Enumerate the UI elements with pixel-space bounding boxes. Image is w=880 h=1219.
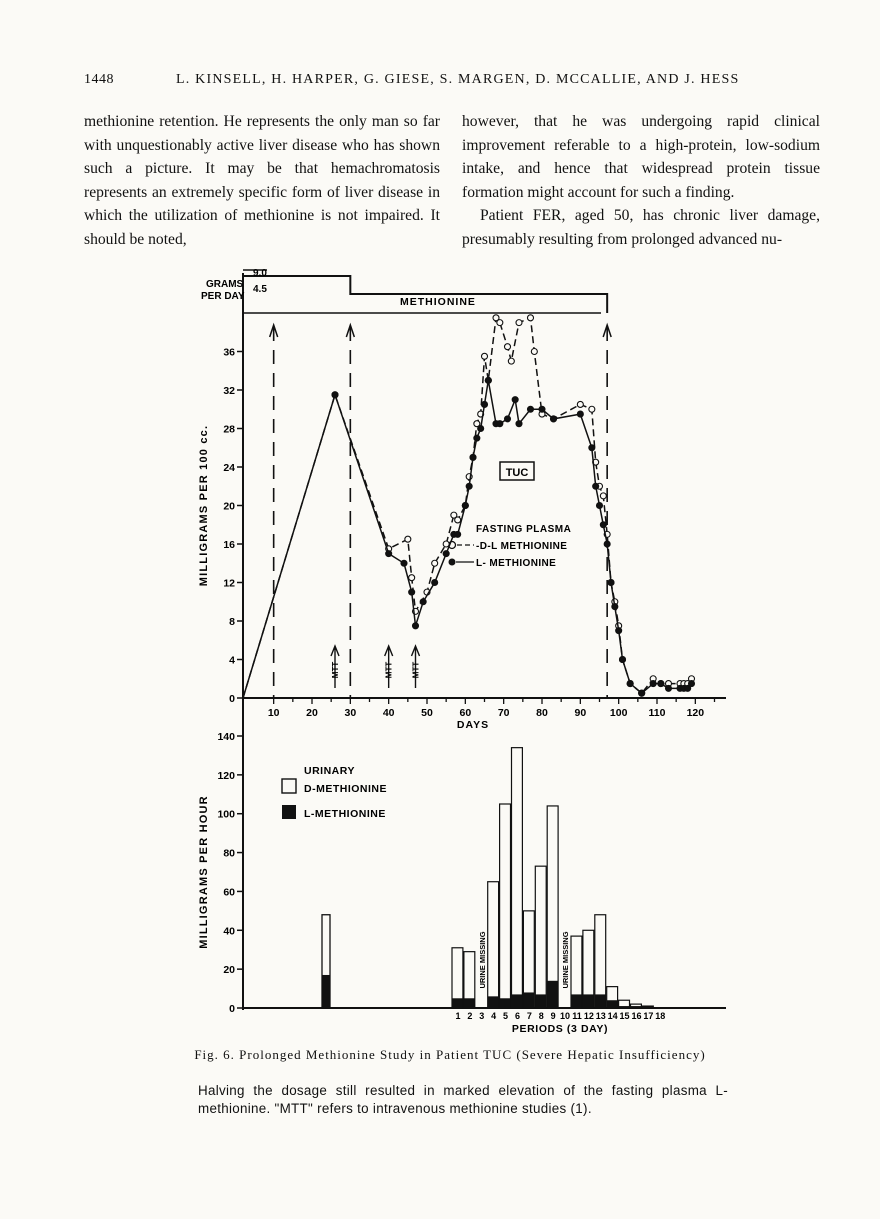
data-point-dl — [432, 560, 438, 566]
bar-d-methionine — [500, 804, 511, 1008]
data-point-l — [539, 406, 545, 412]
data-point-l — [528, 406, 534, 412]
data-point-l — [443, 551, 449, 557]
x-axis-title: DAYS — [456, 719, 490, 731]
data-point-l — [639, 690, 645, 696]
dose-tick-label: 9.0 — [253, 268, 267, 279]
x-tick-label: 120 — [686, 707, 705, 719]
period-label: 1 — [455, 1011, 461, 1021]
data-point-l — [455, 531, 461, 537]
bar-l-methionine — [464, 998, 475, 1008]
data-point-l — [551, 416, 557, 422]
data-point-dl — [600, 493, 606, 499]
data-point-dl — [443, 541, 449, 547]
period-label: 11 — [572, 1011, 582, 1021]
author-line: L. KINSELL, H. HARPER, G. GIESE, S. MARGEN, D. MCCALLIE, AND J. HESS — [176, 72, 740, 87]
data-point-dl — [405, 536, 411, 542]
bar-y-tick-label: 0 — [229, 1003, 235, 1015]
bar-x-axis-title: PERIODS (3 DAY) — [511, 1023, 609, 1035]
x-tick-label: 90 — [574, 707, 587, 719]
data-point-dl — [577, 401, 583, 407]
period-label: 3 — [479, 1011, 485, 1021]
period-label: 17 — [643, 1011, 654, 1021]
urine-missing-label: URINE MISSING — [477, 931, 487, 989]
bar-legend-swatch-filled — [282, 805, 296, 819]
bar-l-methionine — [488, 996, 499, 1008]
mtt-label: MTT — [384, 661, 394, 679]
data-point-l — [413, 623, 419, 629]
x-tick-label: 70 — [497, 707, 510, 719]
data-point-l — [512, 397, 518, 403]
data-point-l — [482, 401, 488, 407]
data-point-l — [466, 483, 472, 489]
bar-d-methionine — [547, 806, 558, 1008]
data-point-dl — [455, 517, 461, 523]
data-point-l — [666, 685, 672, 691]
data-point-dl — [589, 406, 595, 412]
bar-d-methionine — [535, 866, 546, 1008]
data-point-l — [462, 503, 468, 509]
y-tick-label: 32 — [223, 385, 235, 397]
data-point-dl — [531, 349, 537, 355]
data-point-l — [612, 604, 618, 610]
dose-axis-label: GRAMS — [206, 279, 244, 290]
x-tick-label: 60 — [459, 707, 472, 719]
page-number: 1448 — [84, 72, 114, 87]
bar-legend-label: L-METHIONINE — [304, 808, 386, 820]
bar-l-methionine — [583, 994, 594, 1008]
y-tick-label: 12 — [223, 577, 235, 590]
figure-caption-body: Halving the dosage still resulted in marked elevation of the fasting plasma L-methionine. "MTT" refers to intravenous methionine studies (1). — [198, 1083, 728, 1116]
x-tick-label: 110 — [648, 707, 666, 719]
y-tick-label: 28 — [223, 423, 235, 436]
data-point-dl — [528, 315, 534, 321]
data-point-l — [409, 589, 415, 595]
bar-d-methionine — [595, 915, 606, 1008]
paragraph: methionine retention. He represents the only man so far with unquestionably active liver disease who has shown such a picture. It may be that hemachromatosis represents an extremely specific form of liver disease in which the utilization of methionine is not impaired. It should be noted, — [84, 113, 440, 248]
dose-axis-label: PER DAY — [201, 291, 245, 302]
data-point-l — [616, 628, 622, 634]
data-point-l — [505, 416, 511, 422]
bar-l-methionine — [452, 998, 463, 1008]
bar-legend-title: URINARY — [304, 765, 355, 777]
y-axis-title: MILLIGRAMS PER 100 cc. — [198, 424, 210, 587]
period-label: 5 — [503, 1011, 509, 1021]
paragraph: however, that he was undergoing rapid clinical improvement referable to a high-protein, low-sodium intake, and hence that widespread protein tissue formation might account for such a finding. — [462, 113, 820, 201]
bar-y-axis-title: MILLIGRAMS PER HOUR — [198, 795, 210, 949]
data-point-l — [620, 657, 626, 663]
x-tick-label: 40 — [382, 707, 395, 719]
dose-bar-label: METHIONINE — [400, 296, 476, 308]
bar-legend-label: D-METHIONINE — [304, 783, 387, 795]
bar-l-methionine — [535, 994, 546, 1008]
data-point-l — [432, 580, 438, 586]
data-point-dl — [482, 353, 488, 359]
data-point-l — [608, 580, 614, 586]
data-point-l — [474, 435, 480, 441]
period-label: 7 — [526, 1011, 532, 1021]
period-label: 9 — [550, 1011, 556, 1021]
legend-label: L- METHIONINE — [476, 558, 557, 569]
mtt-label: MTT — [331, 661, 340, 679]
bar-l-methionine — [512, 994, 523, 1008]
data-point-l — [627, 681, 633, 687]
data-point-dl — [409, 575, 415, 581]
x-tick-label: 10 — [267, 707, 280, 719]
bar-l-methionine — [595, 994, 606, 1008]
period-label: 6 — [514, 1011, 520, 1021]
data-point-dl — [505, 344, 511, 350]
legend-label: -D-L METHIONINE — [476, 541, 568, 552]
paragraph: Patient FER, aged 50, has chronic liver damage, presumably resulting from prolonged advanced nu- — [462, 207, 820, 248]
bar-y-tick-label: 100 — [217, 808, 235, 821]
y-tick-label: 0 — [229, 693, 235, 705]
y-tick-label: 4 — [229, 654, 235, 667]
period-label: 10 — [560, 1011, 571, 1021]
bar-l-methionine — [547, 981, 558, 1008]
mtt-label: MTT — [411, 661, 421, 679]
bar-y-tick-label: 40 — [223, 925, 235, 938]
data-point-l — [485, 377, 491, 383]
data-point-l — [420, 599, 426, 605]
period-label: 16 — [631, 1011, 642, 1021]
data-point-l — [658, 681, 664, 687]
bar-l-methionine — [642, 1006, 653, 1008]
data-point-l — [589, 445, 595, 451]
data-point-dl — [508, 358, 514, 364]
data-point-l — [593, 483, 599, 489]
x-tick-label: 100 — [609, 707, 628, 719]
data-point-l — [478, 426, 484, 432]
period-label: 15 — [619, 1011, 630, 1021]
bar-d-methionine — [512, 748, 523, 1008]
period-label: 4 — [491, 1011, 497, 1021]
data-point-l — [497, 421, 503, 427]
x-tick-label: 80 — [536, 707, 548, 719]
bar-y-tick-label: 80 — [223, 847, 235, 860]
y-tick-label: 20 — [223, 500, 235, 513]
series-line-l — [243, 380, 692, 698]
period-label: 12 — [583, 1011, 594, 1021]
period-label: 14 — [607, 1011, 618, 1021]
bar-d-methionine — [488, 882, 499, 1008]
data-point-l — [386, 551, 392, 557]
x-tick-label: 50 — [421, 707, 433, 719]
dose-tick-label: 4.5 — [253, 284, 267, 295]
period-label: 8 — [538, 1011, 544, 1021]
data-point-l — [401, 560, 407, 566]
y-tick-label: 36 — [223, 346, 235, 359]
data-point-dl — [497, 320, 503, 326]
data-point-l — [597, 503, 603, 509]
data-point-l — [650, 681, 656, 687]
data-point-l — [577, 411, 583, 417]
bar-l-methionine — [619, 1006, 630, 1008]
y-tick-label: 8 — [229, 616, 235, 628]
data-point-l — [689, 681, 695, 687]
period-label: 2 — [467, 1011, 473, 1021]
bar-l-methionine — [523, 992, 534, 1008]
data-point-l — [332, 392, 338, 398]
bar-legend-swatch-open — [282, 779, 296, 793]
x-tick-label: 20 — [306, 707, 318, 719]
period-label: 18 — [655, 1011, 666, 1021]
data-point-l — [604, 541, 610, 547]
x-tick-label: 30 — [344, 707, 357, 719]
bar-l-methionine — [500, 998, 511, 1008]
bar-l-methionine — [607, 1000, 618, 1008]
bar-y-tick-label: 120 — [217, 769, 235, 782]
legend-marker-filled — [449, 559, 456, 566]
data-point-l — [470, 454, 476, 460]
bar-l-methionine — [631, 1006, 642, 1008]
period-label: 13 — [595, 1011, 606, 1021]
bar-y-tick-label: 60 — [223, 886, 235, 899]
figure-caption-title: Fig. 6. Prolonged Methionine Study in Patient TUC (Severe Hepatic Insufficiency) — [194, 1047, 706, 1062]
patient-label: TUC — [505, 467, 529, 479]
bar-y-tick-label: 140 — [217, 731, 235, 743]
y-tick-label: 16 — [223, 539, 235, 551]
data-point-l — [516, 421, 522, 427]
urine-missing-label: URINE MISSING — [561, 931, 571, 989]
y-tick-label: 24 — [223, 462, 235, 474]
data-point-dl — [516, 320, 522, 326]
data-point-l — [600, 522, 606, 528]
legend-title: FASTING PLASMA — [476, 524, 572, 535]
bar-y-tick-label: 20 — [223, 964, 235, 977]
bar-l-methionine — [571, 994, 582, 1008]
mtt-bar-l — [322, 975, 330, 1008]
